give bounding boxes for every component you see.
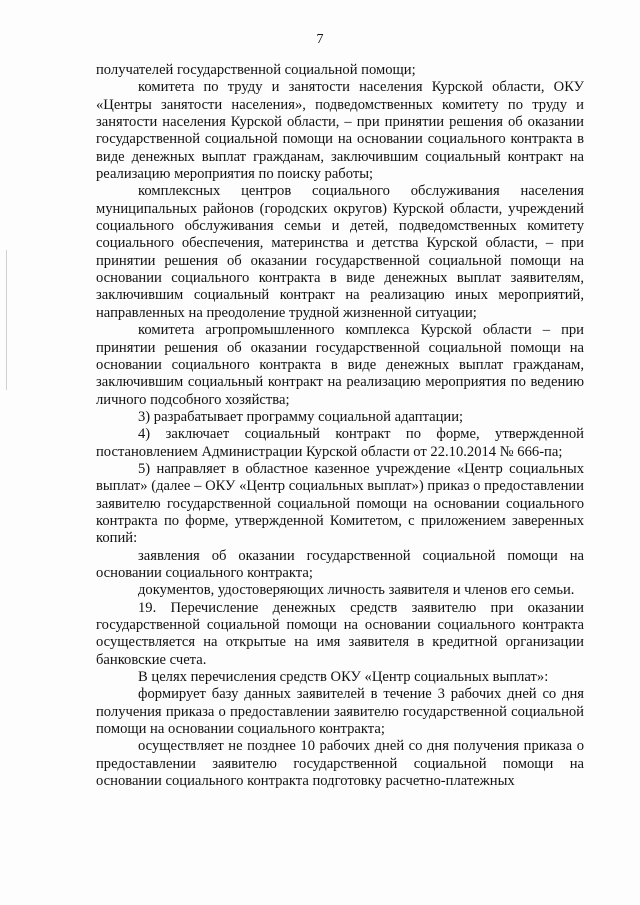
paragraph-9: документов, удостоверяющих личность заявителя и членов его семьи. [138, 582, 575, 599]
paragraph-7: 5) направляет в областное казенное учреждение «Центр социальных выплат» (далее – ОКУ «Центр социальных выплат») приказ о предоставлении заявителю государственной социальной помощи на основании социального контракта по форме, утвержденной Комитетом, с приложением заверенных копий: [96, 460, 584, 547]
paragraph-10: 19. Перечисление денежных средств заявителю при оказании государственной социальной помощи на основании социального контракта осуществляется на открытые на имя заявителя в кредитной организации банковские счета. [96, 599, 584, 668]
paragraph-8: заявления об оказании государственной социальной помощи на основании социального контракта; [96, 547, 584, 581]
paragraph-6: 4) заключает социальный контракт по форме, утвержденной постановлением Администрации Курской области от 22.10.2014 № 666-па; [96, 426, 584, 460]
paragraph-3: комплексных центров социального обслуживания населения муниципальных районов (городских округов) Курской области, учреждений социального обслуживания семьи и детей, подведомственных комитету социального обеспечения, материнства и детства Курской области, – при принятии решения об оказании государственной социальной помощи на основании социального контракта в виде денежных выплат заявителям, заключившим социальный контракт на реализацию иных мероприятий, направленных на преодоление трудной жизненной ситуации; [96, 183, 584, 321]
paragraph-2: комитета по труду и занятости населения Курской области, ОКУ «Центры занятости населения», подведомственных комитету по труду и занятости населения Курской области, – при принятии решения об оказании государственной социальной помощи на основании социального контракта в виде денежных выплат гражданам, заключившим социальный контракт на реализацию мероприятия по поиску работы; [96, 79, 584, 183]
paragraph-12: формирует базу данных заявителей в течение 3 рабочих дней со дня получения приказа о предоставлении заявителю государственной социальной помощи на основании социального контракта; [96, 686, 584, 738]
paragraph-13: осуществляет не позднее 10 рабочих дней со дня получения приказа о предоставлении заявителю государственной социальной помощи на основании социального контракта подготовку расчетно-платежных [96, 738, 584, 790]
document-body [96, 62, 584, 790]
paragraph-11: В целях перечисления средств ОКУ «Центр социальных выплат»: [138, 669, 549, 686]
paragraph-1: получателей государственной социальной помощи; [96, 62, 416, 78]
scan-edge-line [6, 250, 7, 390]
paragraph-4: комитета агропромышленного комплекса Курской области – при принятии решения об оказании государственной социальной помощи на основании социального контракта в виде денежных выплат гражданам, заключившим социальный контракт на реализацию мероприятия по ведению личного подсобного хозяйства; [96, 322, 584, 408]
paragraph-5: 3) разрабатывает программу социальной адаптации; [138, 408, 464, 425]
page-number: 7 [316, 32, 324, 47]
